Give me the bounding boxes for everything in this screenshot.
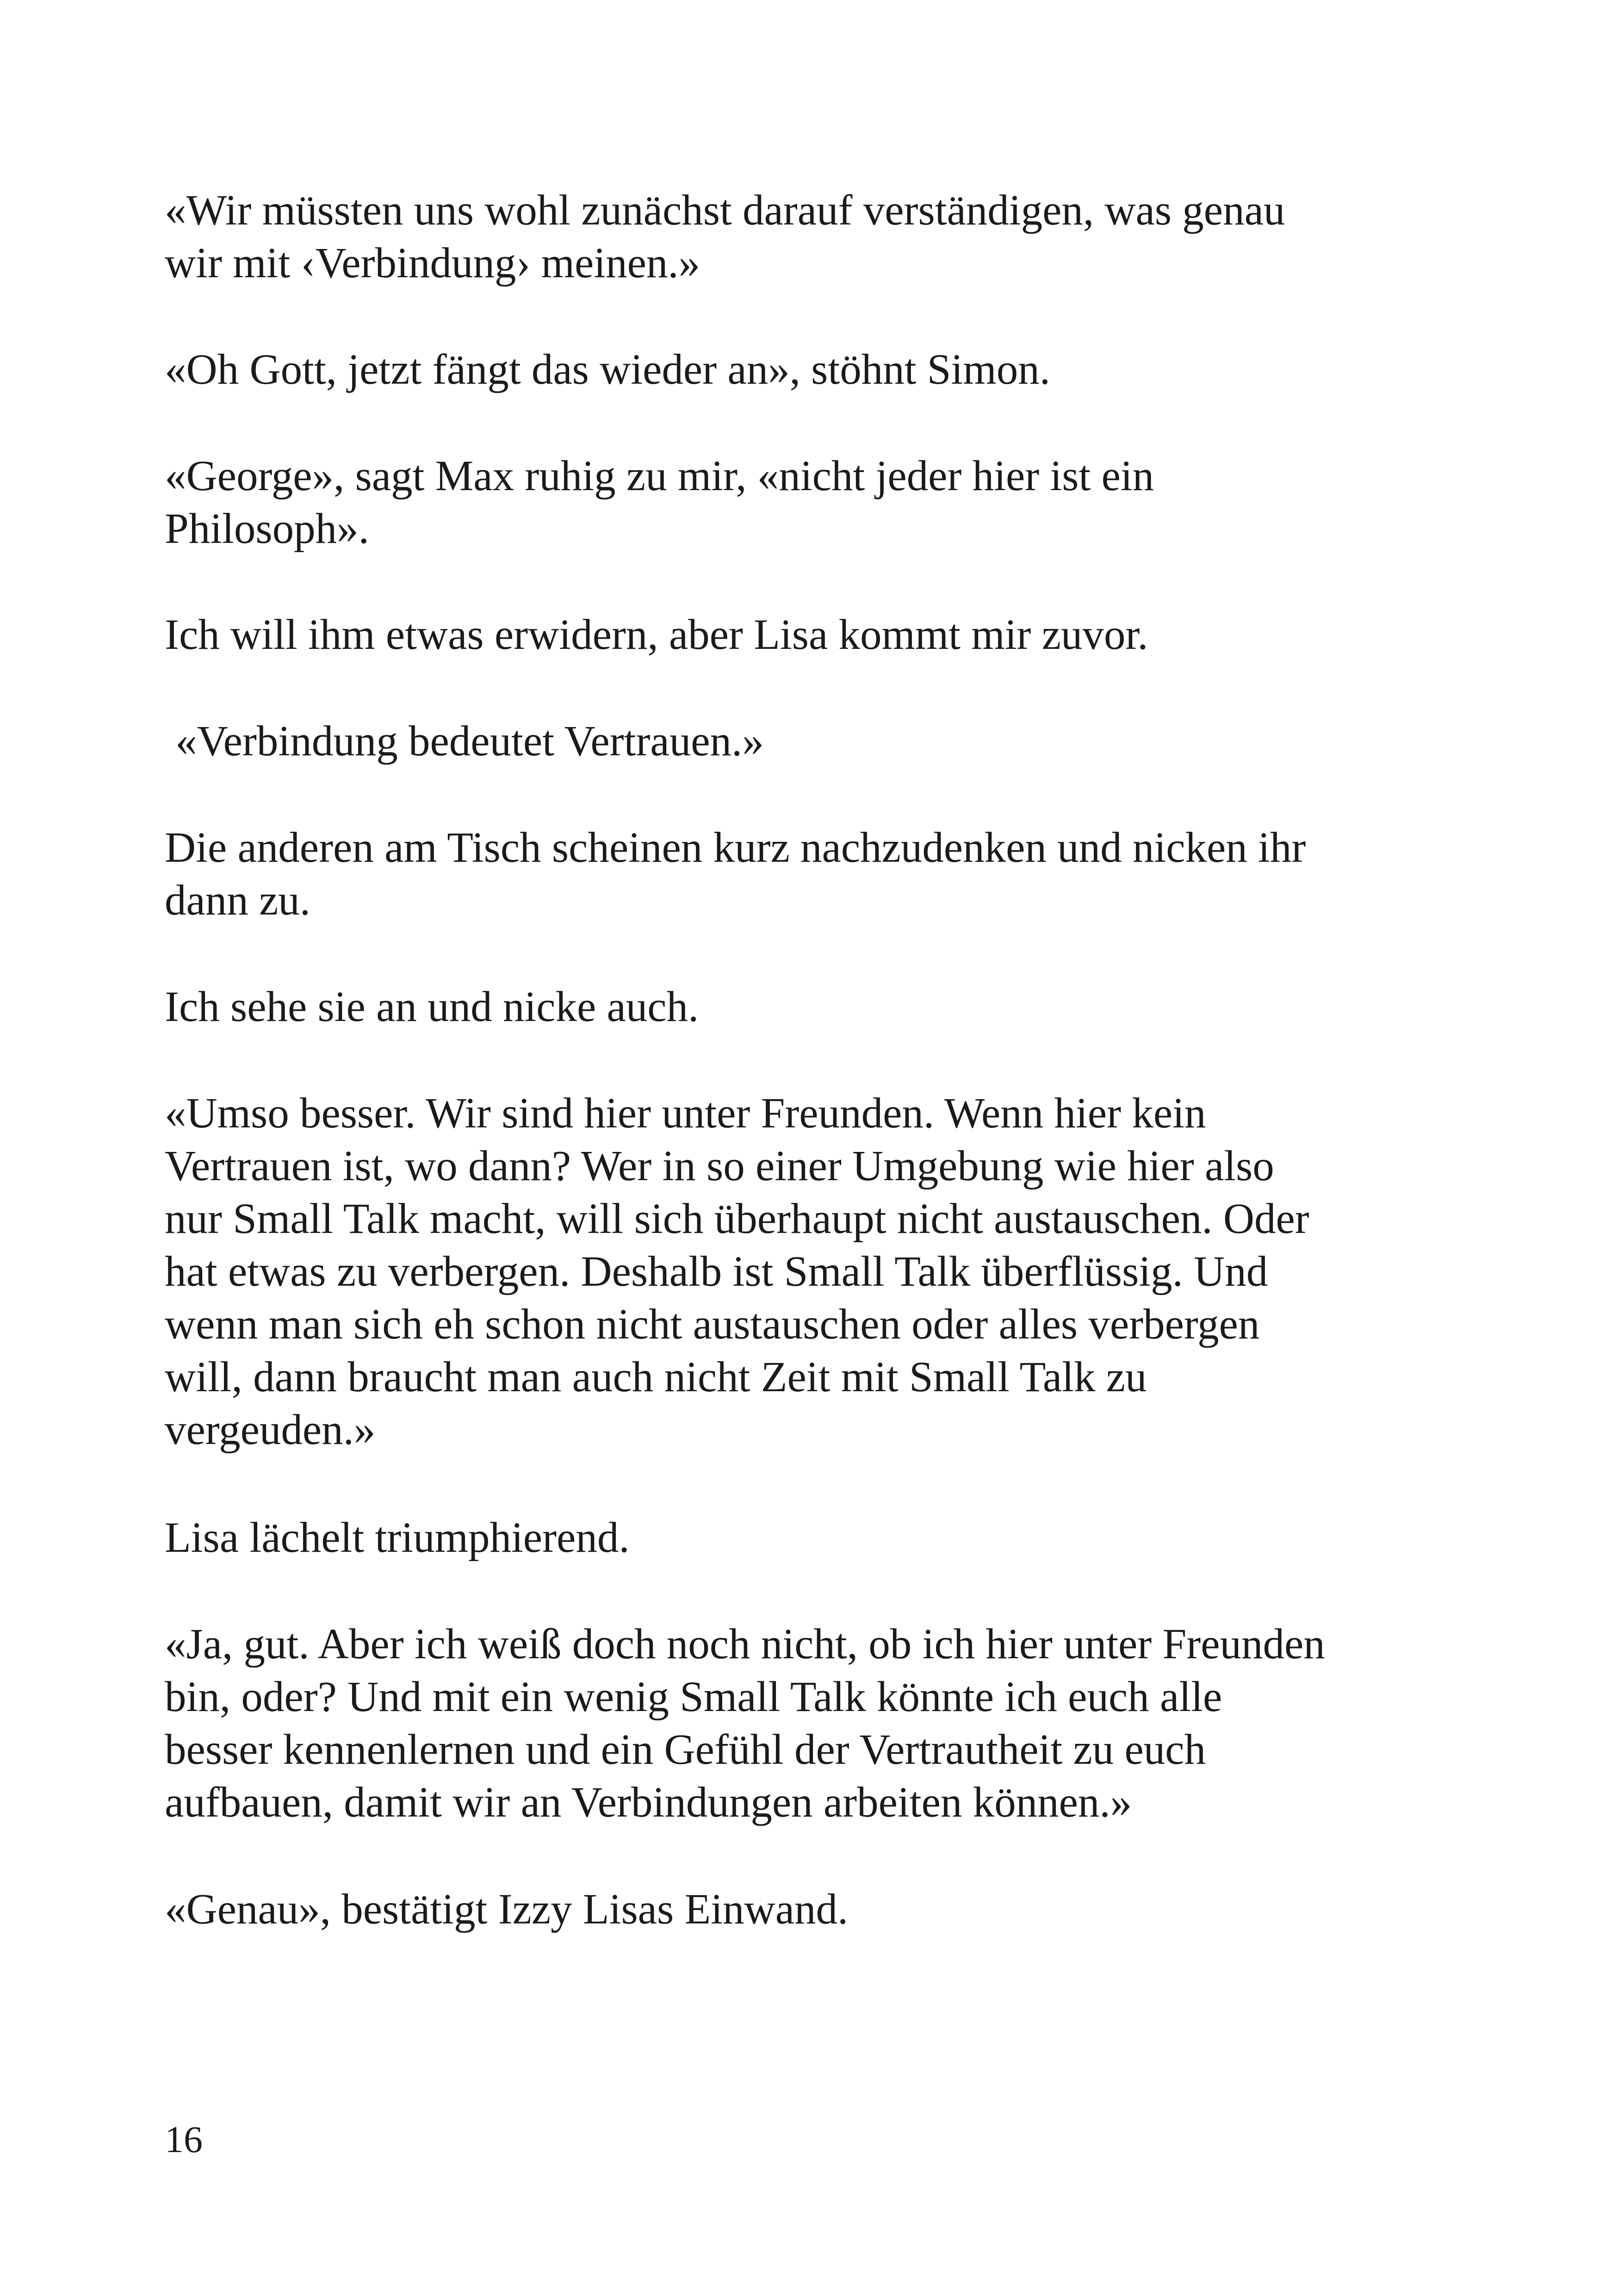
text-line: «Genau», bestätigt Izzy Lisas Einwand. — [165, 1885, 849, 1933]
paragraph-11 — [165, 1883, 848, 1936]
text-line: Ich sehe sie an und nicke auch. — [165, 983, 699, 1031]
paragraph-9 — [165, 1512, 630, 1564]
paragraph-10 — [165, 1618, 1325, 1829]
paragraph-3 — [165, 450, 1154, 555]
text-line: will, dann braucht man auch nicht Zeit mit Small Talk zu — [165, 1353, 1147, 1401]
text-line: besser kennenlernen und ein Gefühl der Vertrautheit zu euch — [165, 1726, 1206, 1773]
text-line: Vertrauen ist, wo dann? Wer in so einer Umgebung wie hier also — [165, 1142, 1274, 1190]
paragraph-7 — [165, 981, 699, 1033]
paragraph-6 — [165, 821, 1306, 927]
text-line: «Verbindung bedeutet Vertrauen.» — [165, 717, 764, 765]
text-line: wenn man sich eh schon nicht austauschen oder alles verbergen — [165, 1300, 1260, 1348]
text-line: dann zu. — [165, 877, 311, 924]
text-line: hat etwas zu verbergen. Deshalb ist Small Talk überflüssig. Und — [165, 1248, 1268, 1295]
paragraph-5 — [165, 715, 764, 768]
text-line: nur Small Talk macht, will sich überhaupt nicht austauschen. Oder — [165, 1195, 1309, 1243]
paragraph-4 — [165, 609, 1148, 661]
text-line: Philosoph». — [165, 505, 369, 553]
text-line: vergeuden.» — [165, 1406, 376, 1454]
text-line: «Ja, gut. Aber ich weiß doch noch nicht, ob ich hier unter Freunden — [165, 1620, 1325, 1668]
text-line: «Umso besser. Wir sind hier unter Freunden. Wenn hier kein — [165, 1089, 1206, 1137]
text-line: aufbauen, damit wir an Verbindungen arbeiten können.» — [165, 1779, 1132, 1826]
text-line: «Oh Gott, jetzt fängt das wieder an», stöhnt Simon. — [165, 346, 1050, 393]
text-line: Lisa lächelt triumphierend. — [165, 1514, 630, 1562]
text-line: bin, oder? Und mit ein wenig Small Talk könnte ich euch alle — [165, 1673, 1222, 1721]
text-line: «Wir müssten uns wohl zunächst darauf verständigen, was genau — [165, 187, 1285, 234]
page-number: 16 — [165, 2118, 203, 2160]
paragraph-1 — [165, 184, 1285, 290]
text-line: Die anderen am Tisch scheinen kurz nachzudenken und nicken ihr — [165, 824, 1306, 871]
paragraph-2 — [165, 343, 1050, 396]
paragraph-8 — [165, 1087, 1309, 1456]
text-line: «George», sagt Max ruhig zu mir, «nicht jeder hier ist ein — [165, 452, 1154, 500]
text-line: wir mit ‹Verbindung› meinen.» — [165, 239, 701, 287]
text-line: Ich will ihm etwas erwidern, aber Lisa kommt mir zuvor. — [165, 611, 1148, 659]
